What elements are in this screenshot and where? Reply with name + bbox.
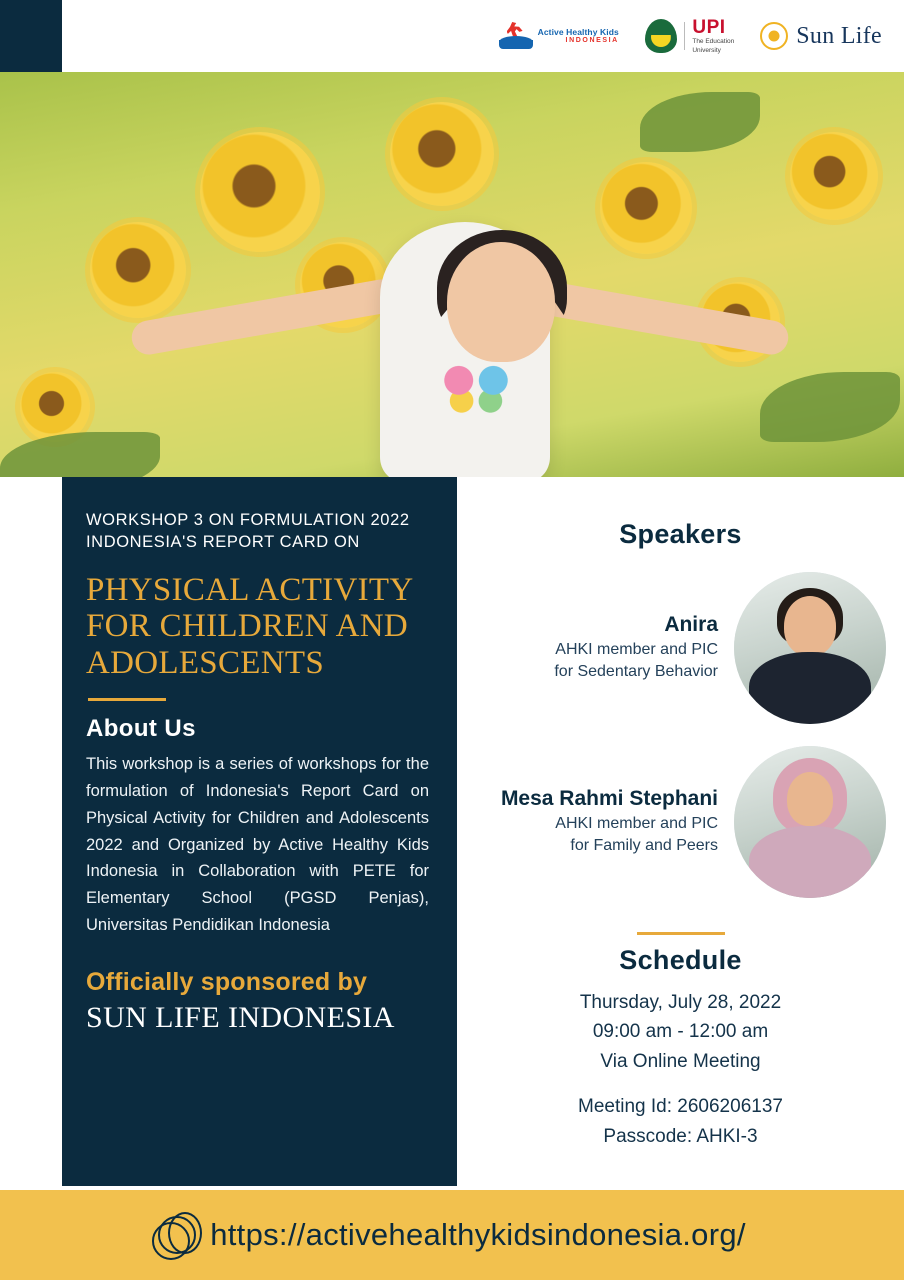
meeting-id: Meeting Id: 2606206137 — [578, 1096, 783, 1118]
speaker-role-line1: AHKI member and PIC — [555, 641, 718, 659]
sponsor-label: Officially sponsored by — [86, 968, 368, 997]
speakers-panel — [457, 477, 904, 1190]
schedule-divider — [637, 932, 725, 935]
meeting-passcode: Passcode: AHKI-3 — [603, 1125, 758, 1147]
ahki-mark-icon — [499, 21, 533, 51]
ahki-logo-line2: INDONESIA — [565, 36, 619, 44]
speaker-role-line2: for Family and Peers — [570, 837, 718, 854]
speaker-photo-mesa — [734, 746, 886, 898]
sponsor-name: SUN LIFE INDONESIA — [86, 1001, 395, 1035]
hero-photo — [0, 72, 904, 477]
about-heading: About Us — [86, 715, 196, 743]
upi-sub2: University — [692, 46, 721, 54]
header-logo-bar — [0, 0, 904, 72]
speaker-name: Anira — [664, 613, 718, 637]
speaker-card — [457, 572, 904, 724]
upi-mark-icon — [645, 19, 677, 53]
schedule-heading: Schedule — [619, 945, 742, 975]
sunlife-logo — [760, 22, 882, 50]
workshop-kicker: WORKSHOP 3 ON FORMULATION 2022 INDONESIA'S REPORT CARD ON — [86, 511, 410, 552]
upi-divider — [684, 22, 686, 50]
speaker-card — [457, 746, 904, 898]
upi-abbr: UPI — [692, 17, 726, 38]
ahki-logo-line1: Active Healthy Kids — [537, 26, 619, 37]
speaker-role-line2: for Sedentary Behavior — [554, 663, 718, 680]
sun-icon — [760, 22, 788, 50]
shirt-butterfly-graphic — [440, 362, 512, 416]
info-panel — [62, 477, 457, 1190]
footer-bar — [0, 1190, 904, 1280]
title-divider — [88, 698, 166, 701]
schedule-time: 09:00 am - 12:00 am — [592, 1021, 769, 1043]
page-title: PHYSICAL ACTIVITY FOR CHILDREN AND ADOLESCENTS — [86, 571, 413, 682]
ahki-logo — [499, 21, 619, 51]
speakers-heading: Speakers — [619, 519, 742, 549]
schedule-platform: Via Online Meeting — [600, 1050, 761, 1072]
upi-sub1: The Education — [692, 38, 735, 45]
about-text: This workshop is a series of workshops for the formulation of Indonesia's Report Card on Physical Activity for Children and Adolescents 2022 and Organized by Active Healthy Kids Indonesia in Collaboration with PETE for Elementary School (PGSD Penjas), Universitas Pendidikan Indonesia — [86, 755, 429, 934]
speaker-photo-anira — [734, 572, 886, 724]
header-navy-block — [0, 0, 62, 72]
globe-icon — [158, 1216, 196, 1254]
sunlife-wordmark: Sun Life — [796, 22, 882, 49]
speaker-role-line1: AHKI member and PIC — [555, 815, 718, 833]
schedule-date: Thursday, July 28, 2022 — [579, 992, 782, 1013]
website-url[interactable]: https://activehealthykidsindonesia.org/ — [210, 1217, 746, 1252]
upi-logo — [645, 18, 734, 54]
speaker-name: Mesa Rahmi Stephani — [500, 787, 718, 811]
